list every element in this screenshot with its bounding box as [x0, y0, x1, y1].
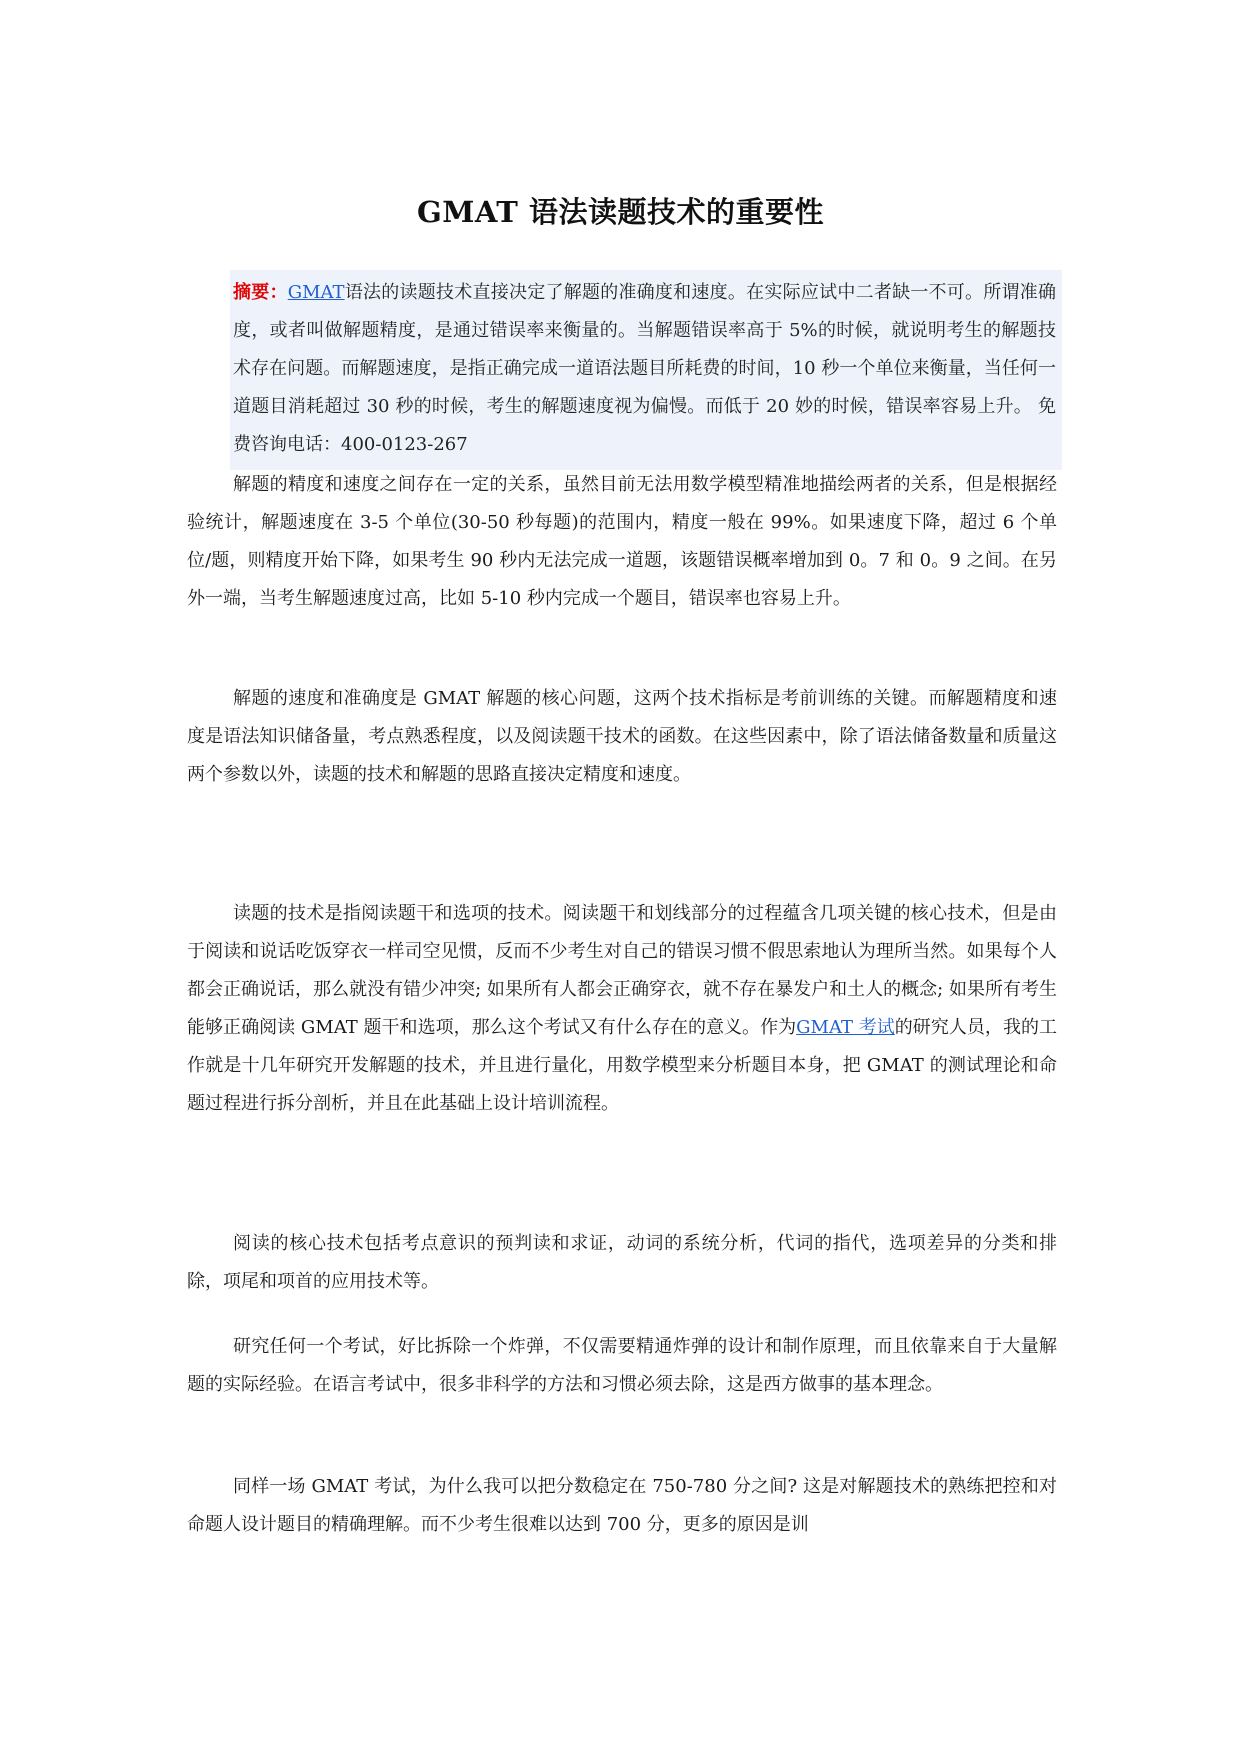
paragraph-3-text-before: 读题的技术是指阅读题干和选项的技术。阅读题干和划线部分的过程蕴含几项关键的核心技术，但是由于阅读和说话吃饭穿衣一样司空见惯，反而不少考生对自己的错误习惯不假思索地认为理所当然。如果每个人都会正确说话，那么就没有错少冲突; 如果所有人都会正确穿衣，就不存在暴发户和土人的概念; 如果所有考生能够正确阅读 GMAT 题干和选项，那么这个考试又有什么存在的意义。作为	[187, 903, 1057, 1038]
paragraph-2: 解题的速度和准确度是 GMAT 解题的核心问题，这两个技术指标是考前训练的关键。而解题精度和速度是语法知识储备量，考点熟悉程度，以及阅读题干技术的函数。在这些因素中，除了语法储备数量和质量这两个参数以外，读题的技术和解题的思路直接决定精度和速度。	[187, 688, 1057, 785]
gmat-exam-link[interactable]: GMAT 考试	[796, 1017, 895, 1038]
paragraph-1: 解题的精度和速度之间存在一定的关系，虽然目前无法用数学模型精准地描绘两者的关系，但是根据经验统计，解题速度在 3-5 个单位(30-50 秒每题)的范围内，精度一般在 99%。如果速度下降，超过 6 个单位/题，则精度开始下降，如果考生 90 秒内无法完成一道题，该题错误概率增加到 0。7 和 0。9 之间。在另外一端，当考生解题速度过高，比如 5-10 秒内完成一个题目，错误率也容易上升。	[187, 474, 1057, 609]
paragraph-3-text-after: 的研究人员，我的工作就是十几年研究开发解题的技术，并且进行量化，用数学模型来分析题目本身，把 GMAT 的测试理论和命题过程进行拆分剖析，并且在此基础上设计培训流程。	[187, 1017, 1057, 1114]
summary-text: 语法的读题技术直接决定了解题的准确度和速度。在实际应试中二者缺一不可。所谓准确度，或者叫做解题精度，是通过错误率来衡量的。当解题错误率高于 5%的时候，就说明考生的解题技术存在问题。而解题速度，是指正确完成一道语法题目所耗费的时间，10 秒一个单位来衡量，当任何一道题目消耗超过 30 秒的时候，考生的解题速度视为偏慢。而低于 20 妙的时候，错误率容易上升。 免费咨询电话：400-0123-267	[233, 282, 1057, 455]
paragraph-6: 同样一场 GMAT 考试，为什么我可以把分数稳定在 750-780 分之间? 这是对解题技术的熟练把控和对命题人设计题目的精确理解。而不少考生很难以达到 700 分，更多的原因是训	[187, 1476, 1057, 1535]
paragraph-5: 研究任何一个考试，好比拆除一个炸弹，不仅需要精通炸弹的设计和制作原理，而且依靠来自于大量解题的实际经验。在语言考试中，很多非科学的方法和习惯必须去除，这是西方做事的基本理念。	[187, 1336, 1057, 1395]
summary-box	[230, 270, 1062, 470]
paragraph-4: 阅读的核心技术包括考点意识的预判读和求证，动词的系统分析，代词的指代，选项差异的分类和排除，项尾和项首的应用技术等。	[187, 1233, 1057, 1292]
paragraph-3	[187, 895, 1057, 1123]
gmat-link[interactable]: GMAT	[287, 282, 345, 303]
summary-label: 摘要：	[233, 282, 288, 303]
document-title: GMAT 语法读题技术的重要性	[417, 195, 824, 229]
